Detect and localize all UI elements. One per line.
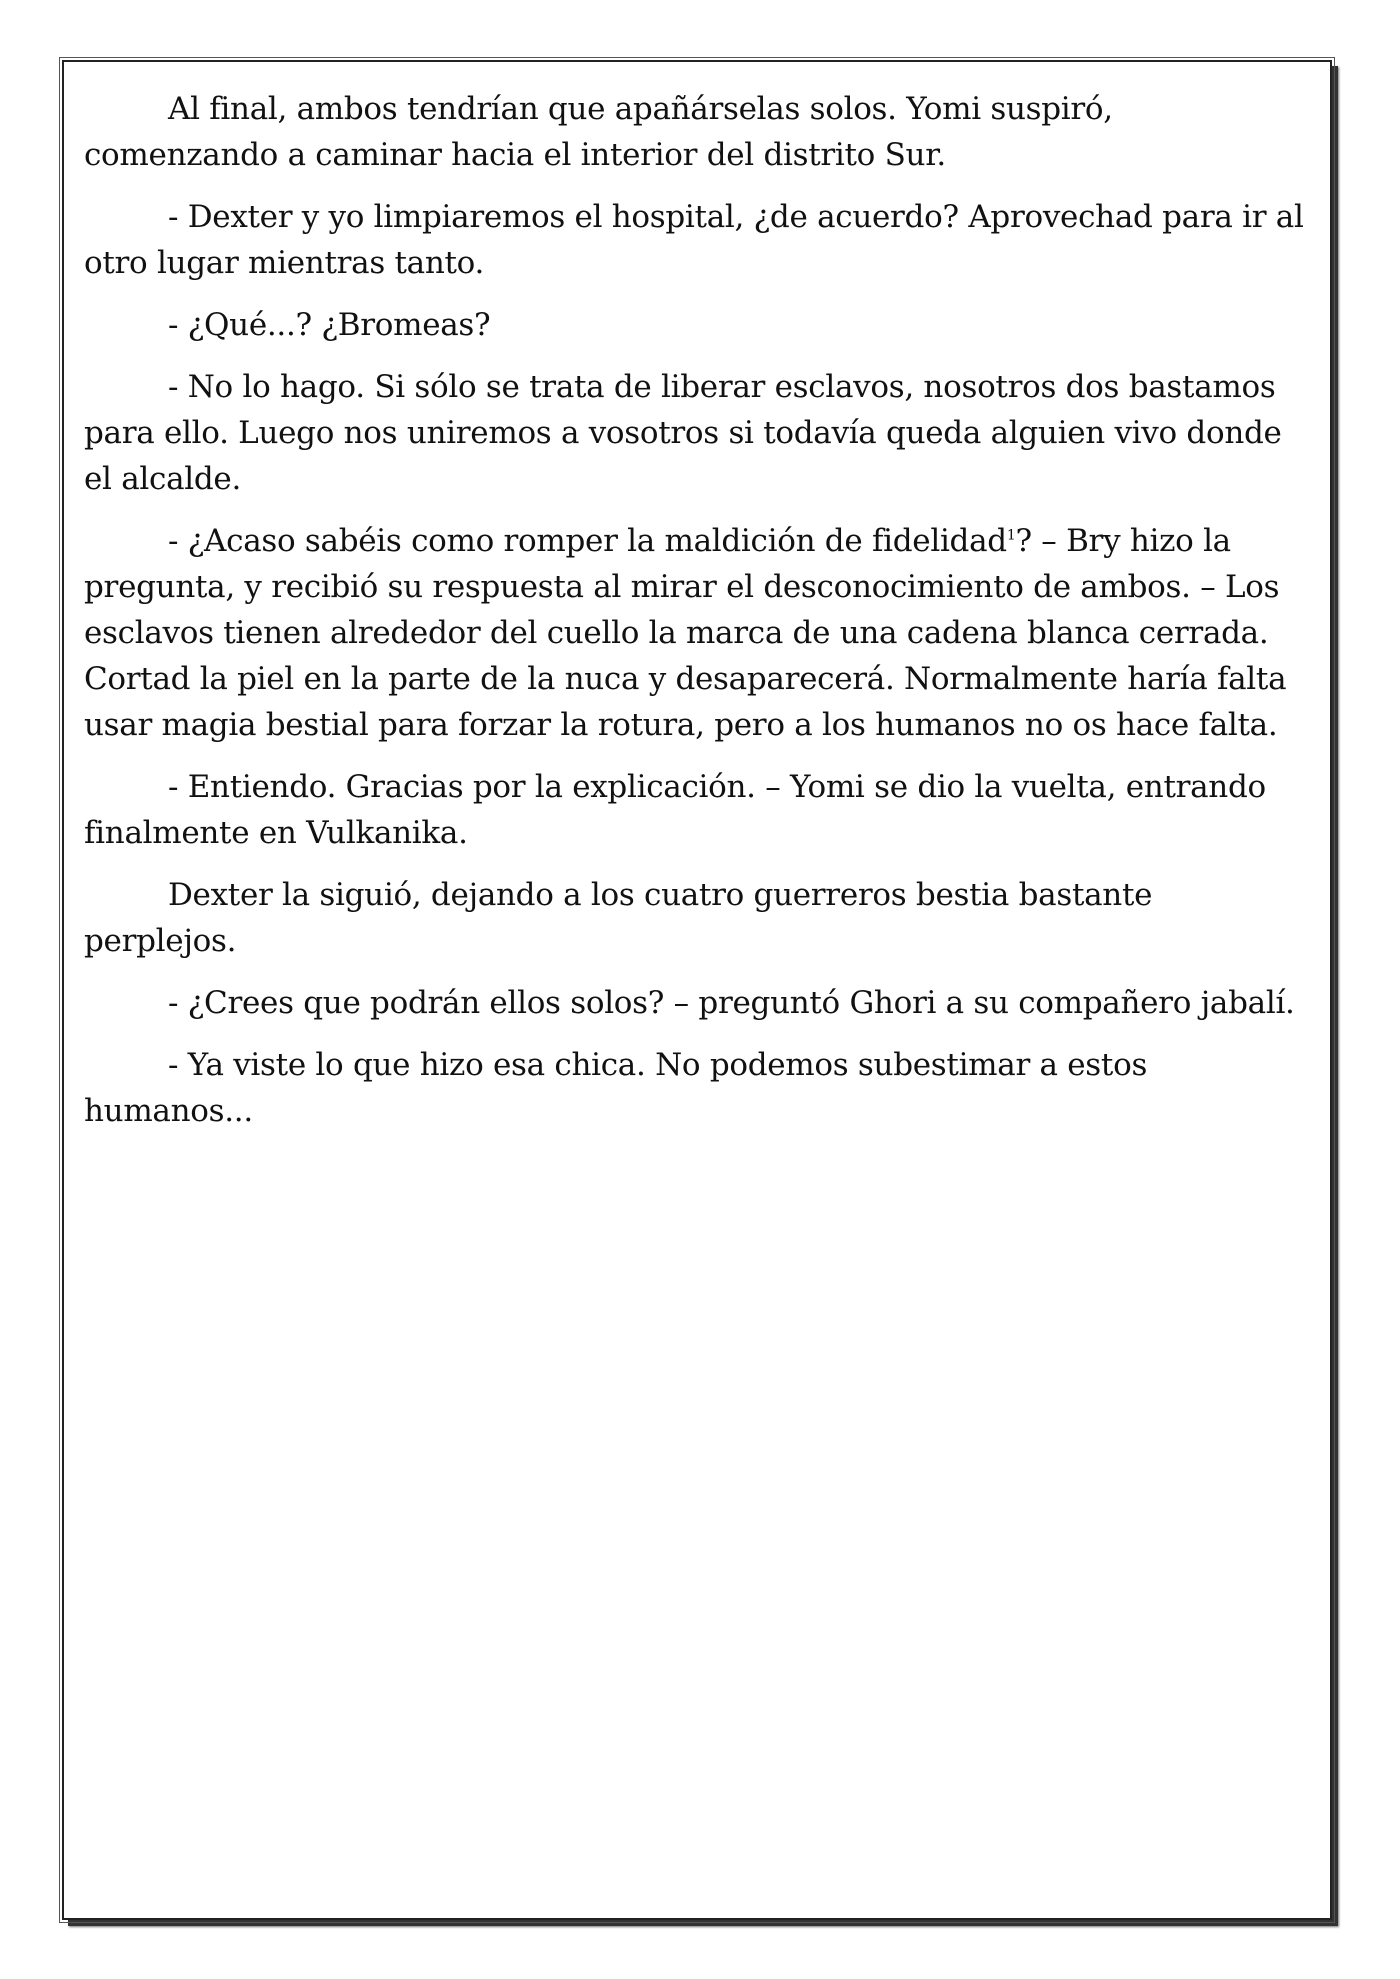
paragraph-7: Dexter la siguió, dejando a los cuatro guerreros bestia bastante perplejos. xyxy=(84,877,1153,959)
paragraph-5-text-after: ? – Bry hizo la pregunta, y recibió su respuesta al mirar el desconocimiento de ambos. – Los esclavos tienen alrededor del cuello la marca de una cadena blanca cerrada. Cortad la piel en la parte de la nuca y desaparecerá. Normalmente haría falta usar magia bestial para forzar la rotura, pero a los humanos no os hace falta. xyxy=(84,523,1287,743)
paragraph-9: - Ya viste lo que hizo esa chica. No podemos subestimar a estos humanos... xyxy=(84,1047,1148,1129)
paragraph-1: Al final, ambos tendrían que apañárselas solos. Yomi suspiró, comenzando a caminar hacia el interior del distrito Sur. xyxy=(84,91,1113,173)
page-text xyxy=(84,86,1312,1150)
paragraph-2: - Dexter y yo limpiaremos el hospital, ¿de acuerdo? Aprovechad para ir al otro lugar mientras tanto. xyxy=(84,199,1304,281)
paragraph-5 xyxy=(84,518,1312,748)
paragraph-4: - No lo hago. Si sólo se trata de liberar esclavos, nosotros dos bastamos para ello. Luego nos uniremos a vosotros si todavía queda alguien vivo donde el alcalde. xyxy=(84,369,1282,497)
paragraph-8: - ¿Crees que podrán ellos solos? – preguntó Ghori a su compañero jabalí. xyxy=(168,985,1295,1021)
paragraph-5-text-before: - ¿Acaso sabéis como romper la maldición de fidelidad xyxy=(168,523,1007,559)
paragraph-6: - Entiendo. Gracias por la explicación. – Yomi se dio la vuelta, entrando finalmente en Vulkanika. xyxy=(84,769,1266,851)
footnote-marker: 1 xyxy=(1006,527,1016,544)
paragraph-3: - ¿Qué...? ¿Bromeas? xyxy=(168,307,491,343)
